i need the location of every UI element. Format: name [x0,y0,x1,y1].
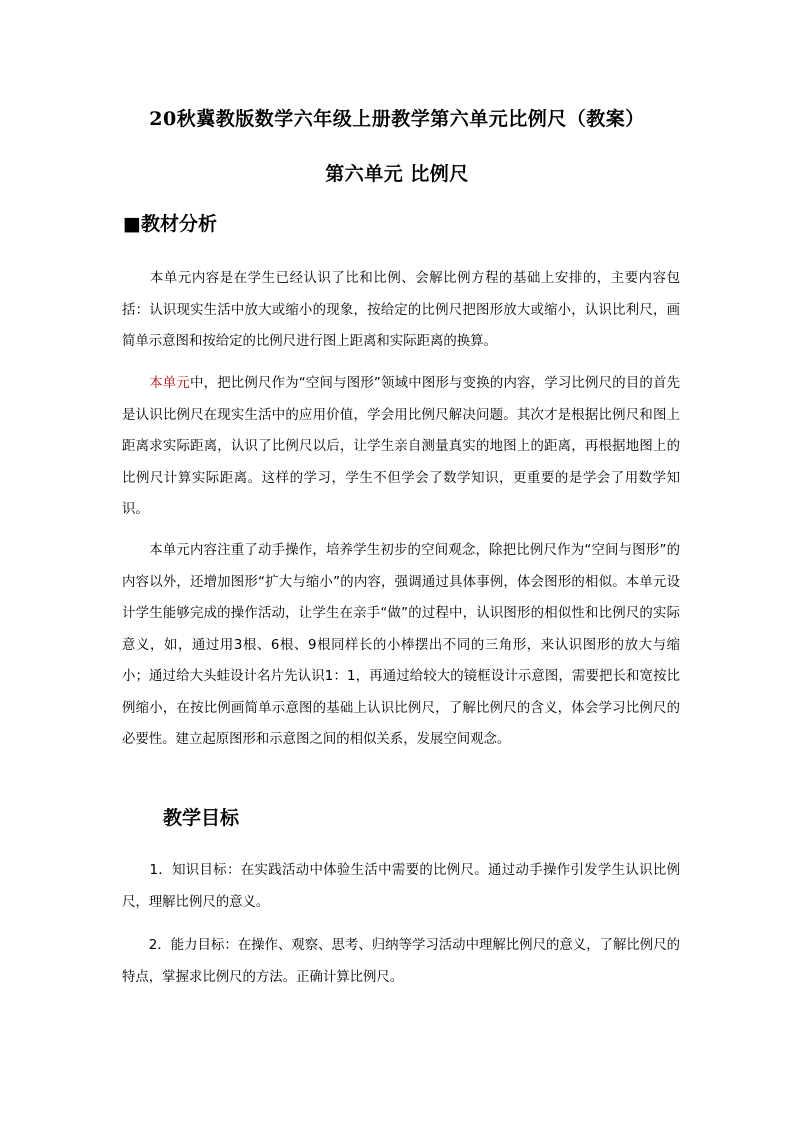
paragraph-goal-1-text: 1．知识目标：在实践活动中体验生活中需要的比例尺。通过动手操作引发学生认识比例尺，理解比例尺的意义。 [122,863,680,910]
paragraph-goal-2-text: 2．能力目标：在操作、观察、思考、归纳等学习活动中理解比例尺的意义，了解比例尺的特点，掌握求比例尺的方法。正确计算比例尺。 [122,938,680,985]
document-title: 20秋冀教版数学六年级上册教学第六单元比例尺（教案） [149,108,645,130]
section-heading-teaching-goals: 教学目标 [163,807,240,829]
section-heading-material-analysis: ■教材分析 [123,213,217,235]
paragraph-goal-2 [122,930,680,993]
paragraph-2 [122,368,680,526]
paragraph-2-text: 中，把比例尺作为“空间与图形”领域中图形与变换的内容，学习比例尺的目的首先是认识比例尺在现实生活中的应用价值，学会用比例尺解决问题。其次才是根据比例尺和图上距离求实际距离，认识了比例尺以后，让学生亲自测量真实的地图上的距离，再根据地图上的比例尺计算实际距离。这样的学习，学生不但学会了数学知识，更重要的是学会了用数学知识。 [122,376,681,517]
unit-heading: 第六单元 比例尺 [325,163,469,185]
paragraph-3 [122,535,680,756]
paragraph-goal-1 [122,855,680,918]
paragraph-2-highlight: 本单元 [122,376,190,391]
paragraph-3-text: 本单元内容注重了动手操作，培养学生初步的空间观念，除把比例尺作为“空间与图形”的内容以外，还增加图形“扩大与缩小”的内容，强调通过具体事例，体会图形的相似。本单元设计学生能够完成的操作活动，让学生在亲手“做”的过程中，认识图形的相似性和比例尺的实际意义，如，通过用3根、6根、9根同样长的小棒摆出不同的三角形，来认识图形的放大与缩小；通过给大头蛙设计名片先认识1：1，再通过给较大的镜框设计示意图，需要把长和宽按比例缩小，在按比例画简单示意图的基础上认识比例尺，了解比例尺的含义，体会学习比例尺的必要性。建立起原图形和示意图之间的相似关系，发展空间观念。 [122,543,680,747]
paragraph-1 [122,263,680,358]
paragraph-1-text: 本单元内容是在学生已经认识了比和比例、会解比例方程的基础上安排的，主要内容包括：认识现实生活中放大或缩小的现象，按给定的比例尺把图形放大或缩小，认识比利尺，画简单示意图和按给定的比例尺进行图上距离和实际距离的换算。 [122,271,680,349]
